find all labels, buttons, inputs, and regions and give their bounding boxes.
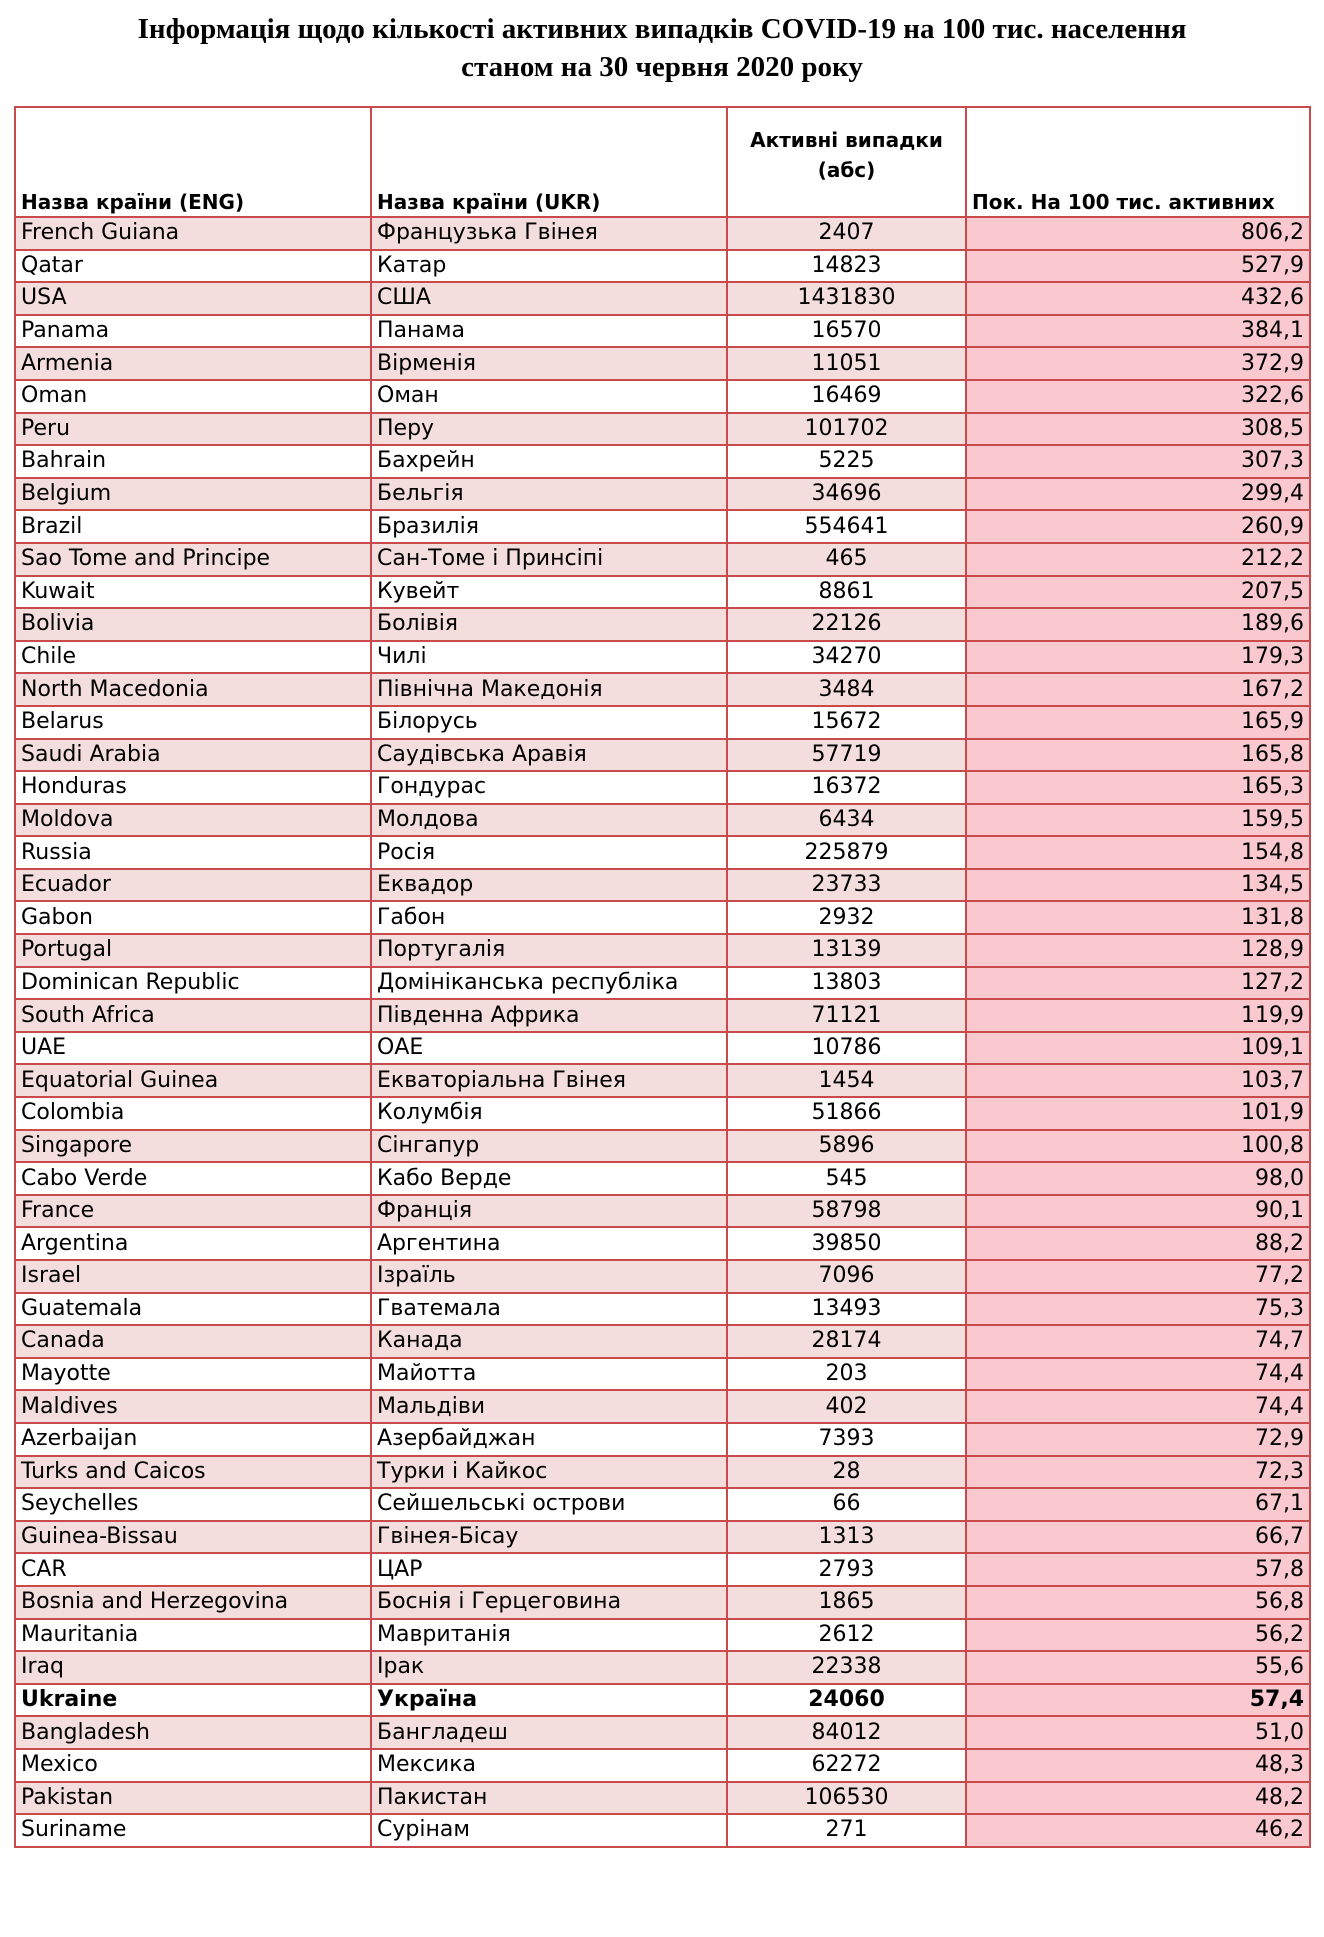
header-active-cases-line-2: (абс) — [817, 158, 876, 182]
cell-country-eng: Oman — [15, 380, 371, 413]
cell-active-cases: 2793 — [727, 1553, 966, 1586]
header-country-eng: Назва країни (ENG) — [15, 107, 371, 217]
cell-country-ukr: Україна — [371, 1684, 727, 1717]
cell-country-ukr: Білорусь — [371, 706, 727, 739]
cell-country-eng: Ukraine — [15, 1684, 371, 1717]
cell-country-eng: Moldova — [15, 804, 371, 837]
table-row — [15, 1651, 1310, 1684]
table-row — [15, 869, 1310, 902]
table-row — [15, 1260, 1310, 1293]
table-row — [15, 934, 1310, 967]
cell-country-eng: Dominican Republic — [15, 967, 371, 1000]
cell-country-ukr: Французька Гвінея — [371, 217, 727, 250]
cell-country-ukr: Пакистан — [371, 1782, 727, 1815]
table-row — [15, 641, 1310, 674]
table-body — [15, 217, 1310, 1847]
cell-country-eng: Bosnia and Herzegovina — [15, 1586, 371, 1619]
cell-country-eng: Mexico — [15, 1749, 371, 1782]
cell-active-cases: 22126 — [727, 608, 966, 641]
cell-active-cases: 71121 — [727, 999, 966, 1032]
table-row — [15, 347, 1310, 380]
table-row — [15, 478, 1310, 511]
cell-rate-per-100k: 212,2 — [966, 543, 1310, 576]
cell-country-eng: Argentina — [15, 1227, 371, 1260]
cell-rate-per-100k: 131,8 — [966, 901, 1310, 934]
cell-country-eng: Belarus — [15, 706, 371, 739]
table-row — [15, 413, 1310, 446]
cell-active-cases: 3484 — [727, 673, 966, 706]
table-row — [15, 1293, 1310, 1326]
cell-country-ukr: ЦАР — [371, 1553, 727, 1586]
cell-active-cases: 66 — [727, 1488, 966, 1521]
cell-country-eng: Equatorial Guinea — [15, 1064, 371, 1097]
cell-country-eng: Pakistan — [15, 1782, 371, 1815]
cell-country-ukr: Болівія — [371, 608, 727, 641]
cell-country-eng: Bahrain — [15, 445, 371, 478]
cell-country-ukr: Франція — [371, 1195, 727, 1228]
cell-rate-per-100k: 75,3 — [966, 1293, 1310, 1326]
cell-country-ukr: Канада — [371, 1325, 727, 1358]
cell-country-ukr: Вірменія — [371, 347, 727, 380]
table-row — [15, 771, 1310, 804]
table-row — [15, 445, 1310, 478]
cell-rate-per-100k: 98,0 — [966, 1162, 1310, 1195]
cell-country-ukr: Бангладеш — [371, 1716, 727, 1749]
table-row — [15, 1814, 1310, 1847]
cell-country-eng: Ecuador — [15, 869, 371, 902]
cell-active-cases: 16372 — [727, 771, 966, 804]
cell-active-cases: 28 — [727, 1456, 966, 1489]
cell-active-cases: 62272 — [727, 1749, 966, 1782]
cell-rate-per-100k: 207,5 — [966, 576, 1310, 609]
cell-country-eng: Seychelles — [15, 1488, 371, 1521]
cell-country-ukr: Екваторіальна Гвінея — [371, 1064, 727, 1097]
cell-active-cases: 13493 — [727, 1293, 966, 1326]
cell-rate-per-100k: 372,9 — [966, 347, 1310, 380]
cell-active-cases: 51866 — [727, 1097, 966, 1130]
cell-country-ukr: Мексика — [371, 1749, 727, 1782]
cell-active-cases: 34696 — [727, 478, 966, 511]
cell-active-cases: 1865 — [727, 1586, 966, 1619]
cell-rate-per-100k: 56,2 — [966, 1619, 1310, 1652]
table-row — [15, 1130, 1310, 1163]
table-row — [15, 1521, 1310, 1554]
table-row — [15, 804, 1310, 837]
table-row — [15, 1390, 1310, 1423]
table-row — [15, 1488, 1310, 1521]
table-row — [15, 510, 1310, 543]
cell-country-eng: Mayotte — [15, 1358, 371, 1391]
cell-country-ukr: Португалія — [371, 934, 727, 967]
table-row — [15, 1195, 1310, 1228]
cell-country-eng: Cabo Verde — [15, 1162, 371, 1195]
cell-rate-per-100k: 46,2 — [966, 1814, 1310, 1847]
cell-active-cases: 15672 — [727, 706, 966, 739]
cell-country-ukr: Росія — [371, 836, 727, 869]
table-row — [15, 576, 1310, 609]
table-row — [15, 1064, 1310, 1097]
cell-active-cases: 16570 — [727, 315, 966, 348]
cell-active-cases: 101702 — [727, 413, 966, 446]
cell-active-cases: 10786 — [727, 1032, 966, 1065]
cell-active-cases: 6434 — [727, 804, 966, 837]
cell-country-eng: Maldives — [15, 1390, 371, 1423]
table-row — [15, 1619, 1310, 1652]
cell-rate-per-100k: 189,6 — [966, 608, 1310, 641]
cell-country-ukr: Сейшельські острови — [371, 1488, 727, 1521]
cell-country-eng: Singapore — [15, 1130, 371, 1163]
cell-country-ukr: Мавританія — [371, 1619, 727, 1652]
table-row — [15, 1423, 1310, 1456]
cell-country-ukr: Чилі — [371, 641, 727, 674]
cell-active-cases: 402 — [727, 1390, 966, 1423]
cell-active-cases: 225879 — [727, 836, 966, 869]
cell-active-cases: 1313 — [727, 1521, 966, 1554]
cell-country-eng: Bolivia — [15, 608, 371, 641]
cell-country-eng: Mauritania — [15, 1619, 371, 1652]
cell-country-eng: UAE — [15, 1032, 371, 1065]
table-row — [15, 1456, 1310, 1489]
cell-active-cases: 1431830 — [727, 282, 966, 315]
cell-active-cases: 465 — [727, 543, 966, 576]
cell-country-ukr: Бельгія — [371, 478, 727, 511]
cell-country-ukr: Кувейт — [371, 576, 727, 609]
table-row — [15, 706, 1310, 739]
document-title — [0, 10, 1324, 86]
cell-active-cases: 13803 — [727, 967, 966, 1000]
cell-country-eng: French Guiana — [15, 217, 371, 250]
cell-country-eng: Turks and Caicos — [15, 1456, 371, 1489]
table-header — [15, 107, 1310, 217]
cell-rate-per-100k: 48,3 — [966, 1749, 1310, 1782]
cell-country-ukr: Бахрейн — [371, 445, 727, 478]
cell-country-ukr: Саудівська Аравія — [371, 739, 727, 772]
table-row — [15, 1358, 1310, 1391]
cell-rate-per-100k: 74,4 — [966, 1358, 1310, 1391]
cell-country-eng: Azerbaijan — [15, 1423, 371, 1456]
table-row — [15, 1553, 1310, 1586]
cell-rate-per-100k: 322,6 — [966, 380, 1310, 413]
cell-country-eng: Canada — [15, 1325, 371, 1358]
cell-country-ukr: Ірак — [371, 1651, 727, 1684]
cell-country-ukr: Сан-Томе і Принсіпі — [371, 543, 727, 576]
table-row — [15, 999, 1310, 1032]
cell-active-cases: 34270 — [727, 641, 966, 674]
table-row — [15, 1032, 1310, 1065]
cell-country-eng: Peru — [15, 413, 371, 446]
cell-country-eng: Armenia — [15, 347, 371, 380]
cell-active-cases: 13139 — [727, 934, 966, 967]
cell-country-ukr: Азербайджан — [371, 1423, 727, 1456]
cell-rate-per-100k: 154,8 — [966, 836, 1310, 869]
cell-active-cases: 2612 — [727, 1619, 966, 1652]
cell-country-ukr: Боснія і Герцеговина — [371, 1586, 727, 1619]
cell-rate-per-100k: 72,3 — [966, 1456, 1310, 1489]
cell-country-ukr: Гондурас — [371, 771, 727, 804]
cell-country-eng: Brazil — [15, 510, 371, 543]
cell-country-ukr: Кабо Верде — [371, 1162, 727, 1195]
cell-country-ukr: Гвінея-Бісау — [371, 1521, 727, 1554]
cell-rate-per-100k: 127,2 — [966, 967, 1310, 1000]
table-row — [15, 967, 1310, 1000]
table-row — [15, 250, 1310, 283]
cell-rate-per-100k: 179,3 — [966, 641, 1310, 674]
table-row — [15, 1684, 1310, 1717]
cell-rate-per-100k: 72,9 — [966, 1423, 1310, 1456]
title-line-2: станом на 30 червня 2020 року — [461, 51, 863, 83]
cell-country-eng: USA — [15, 282, 371, 315]
cell-rate-per-100k: 128,9 — [966, 934, 1310, 967]
cell-rate-per-100k: 57,8 — [966, 1553, 1310, 1586]
cell-country-ukr: Молдова — [371, 804, 727, 837]
cell-active-cases: 5896 — [727, 1130, 966, 1163]
cell-rate-per-100k: 55,6 — [966, 1651, 1310, 1684]
cell-country-eng: Kuwait — [15, 576, 371, 609]
cell-rate-per-100k: 134,5 — [966, 869, 1310, 902]
cell-rate-per-100k: 165,8 — [966, 739, 1310, 772]
cell-country-eng: Bangladesh — [15, 1716, 371, 1749]
cell-country-ukr: Сурінам — [371, 1814, 727, 1847]
cell-active-cases: 14823 — [727, 250, 966, 283]
cell-country-eng: South Africa — [15, 999, 371, 1032]
cell-country-ukr: Оман — [371, 380, 727, 413]
cell-active-cases: 58798 — [727, 1195, 966, 1228]
cell-active-cases: 5225 — [727, 445, 966, 478]
cell-country-eng: CAR — [15, 1553, 371, 1586]
cell-rate-per-100k: 103,7 — [966, 1064, 1310, 1097]
cell-active-cases: 8861 — [727, 576, 966, 609]
cell-rate-per-100k: 109,1 — [966, 1032, 1310, 1065]
cell-rate-per-100k: 88,2 — [966, 1227, 1310, 1260]
cell-active-cases: 23733 — [727, 869, 966, 902]
cell-country-eng: Saudi Arabia — [15, 739, 371, 772]
cell-country-eng: Sao Tome and Principe — [15, 543, 371, 576]
table-row — [15, 1162, 1310, 1195]
table-row — [15, 1716, 1310, 1749]
cell-rate-per-100k: 165,3 — [966, 771, 1310, 804]
cell-country-ukr: Мальдіви — [371, 1390, 727, 1423]
cell-country-eng: Suriname — [15, 1814, 371, 1847]
header-country-ukr: Назва країни (UKR) — [371, 107, 727, 217]
cell-rate-per-100k: 527,9 — [966, 250, 1310, 283]
cell-country-eng: Panama — [15, 315, 371, 348]
cell-country-eng: Guatemala — [15, 1293, 371, 1326]
cell-active-cases: 84012 — [727, 1716, 966, 1749]
header-rate-per-100k: Пок. На 100 тис. активних — [966, 107, 1310, 217]
cell-country-ukr: США — [371, 282, 727, 315]
cell-country-ukr: Колумбія — [371, 1097, 727, 1130]
cell-country-ukr: Панама — [371, 315, 727, 348]
cell-country-ukr: Сінгапур — [371, 1130, 727, 1163]
title-line-1: Інформація щодо кількості активних випадків COVID-19 на 100 тис. населення — [137, 13, 1187, 45]
cell-rate-per-100k: 308,5 — [966, 413, 1310, 446]
cell-country-ukr: Аргентина — [371, 1227, 727, 1260]
cell-active-cases: 22338 — [727, 1651, 966, 1684]
cell-country-eng: Guinea-Bissau — [15, 1521, 371, 1554]
cell-country-eng: Chile — [15, 641, 371, 674]
cell-rate-per-100k: 51,0 — [966, 1716, 1310, 1749]
cell-country-ukr: Габон — [371, 901, 727, 934]
cell-active-cases: 203 — [727, 1358, 966, 1391]
cell-active-cases: 24060 — [727, 1684, 966, 1717]
cell-country-ukr: Південна Африка — [371, 999, 727, 1032]
cell-country-ukr: ОАЕ — [371, 1032, 727, 1065]
cell-country-ukr: Катар — [371, 250, 727, 283]
cell-country-eng: Portugal — [15, 934, 371, 967]
cell-active-cases: 7096 — [727, 1260, 966, 1293]
table-row — [15, 217, 1310, 250]
cell-rate-per-100k: 66,7 — [966, 1521, 1310, 1554]
cell-country-ukr: Турки і Кайкос — [371, 1456, 727, 1489]
cell-country-ukr: Ізраїль — [371, 1260, 727, 1293]
cell-country-ukr: Північна Македонія — [371, 673, 727, 706]
table-row — [15, 1749, 1310, 1782]
cell-rate-per-100k: 56,8 — [966, 1586, 1310, 1619]
table-row — [15, 673, 1310, 706]
cell-rate-per-100k: 299,4 — [966, 478, 1310, 511]
table-row — [15, 282, 1310, 315]
cell-rate-per-100k: 806,2 — [966, 217, 1310, 250]
table-row — [15, 315, 1310, 348]
cell-rate-per-100k: 74,7 — [966, 1325, 1310, 1358]
cell-rate-per-100k: 260,9 — [966, 510, 1310, 543]
cell-active-cases: 16469 — [727, 380, 966, 413]
cell-rate-per-100k: 159,5 — [966, 804, 1310, 837]
cell-country-eng: Qatar — [15, 250, 371, 283]
cell-rate-per-100k: 100,8 — [966, 1130, 1310, 1163]
cell-country-ukr: Бразилія — [371, 510, 727, 543]
cell-country-eng: Iraq — [15, 1651, 371, 1684]
cell-rate-per-100k: 384,1 — [966, 315, 1310, 348]
cell-rate-per-100k: 167,2 — [966, 673, 1310, 706]
cell-active-cases: 106530 — [727, 1782, 966, 1815]
table-row — [15, 901, 1310, 934]
cell-rate-per-100k: 67,1 — [966, 1488, 1310, 1521]
cell-country-eng: Belgium — [15, 478, 371, 511]
cell-active-cases: 2407 — [727, 217, 966, 250]
cell-active-cases: 7393 — [727, 1423, 966, 1456]
cell-active-cases: 39850 — [727, 1227, 966, 1260]
cell-active-cases: 57719 — [727, 739, 966, 772]
cell-country-ukr: Майотта — [371, 1358, 727, 1391]
header-active-cases-line-1: Активні випадки — [750, 128, 943, 152]
cell-country-ukr: Еквадор — [371, 869, 727, 902]
cell-country-ukr: Домініканська республіка — [371, 967, 727, 1000]
header-row — [15, 107, 1310, 217]
cell-active-cases: 545 — [727, 1162, 966, 1195]
cell-active-cases: 28174 — [727, 1325, 966, 1358]
header-active-cases — [727, 107, 966, 217]
cell-rate-per-100k: 307,3 — [966, 445, 1310, 478]
cell-country-eng: Colombia — [15, 1097, 371, 1130]
cell-country-eng: Honduras — [15, 771, 371, 804]
cell-country-ukr: Перу — [371, 413, 727, 446]
table-row — [15, 1227, 1310, 1260]
cell-country-eng: Russia — [15, 836, 371, 869]
cell-country-eng: France — [15, 1195, 371, 1228]
table-row — [15, 543, 1310, 576]
table-row — [15, 1586, 1310, 1619]
cell-active-cases: 1454 — [727, 1064, 966, 1097]
table-row — [15, 608, 1310, 641]
table-row — [15, 739, 1310, 772]
cell-rate-per-100k: 74,4 — [966, 1390, 1310, 1423]
cell-rate-per-100k: 101,9 — [966, 1097, 1310, 1130]
cell-active-cases: 554641 — [727, 510, 966, 543]
cell-rate-per-100k: 77,2 — [966, 1260, 1310, 1293]
cell-active-cases: 11051 — [727, 347, 966, 380]
cell-rate-per-100k: 119,9 — [966, 999, 1310, 1032]
table-row — [15, 1097, 1310, 1130]
cell-active-cases: 2932 — [727, 901, 966, 934]
cell-rate-per-100k: 48,2 — [966, 1782, 1310, 1815]
table-row — [15, 380, 1310, 413]
cell-rate-per-100k: 90,1 — [966, 1195, 1310, 1228]
cell-country-eng: Israel — [15, 1260, 371, 1293]
cell-rate-per-100k: 57,4 — [966, 1684, 1310, 1717]
table-row — [15, 1325, 1310, 1358]
cell-rate-per-100k: 432,6 — [966, 282, 1310, 315]
cell-active-cases: 271 — [727, 1814, 966, 1847]
cell-country-eng: North Macedonia — [15, 673, 371, 706]
cell-country-ukr: Гватемала — [371, 1293, 727, 1326]
cell-rate-per-100k: 165,9 — [966, 706, 1310, 739]
cell-country-eng: Gabon — [15, 901, 371, 934]
covid-active-cases-table — [14, 106, 1311, 1848]
table-row — [15, 1782, 1310, 1815]
table-row — [15, 836, 1310, 869]
